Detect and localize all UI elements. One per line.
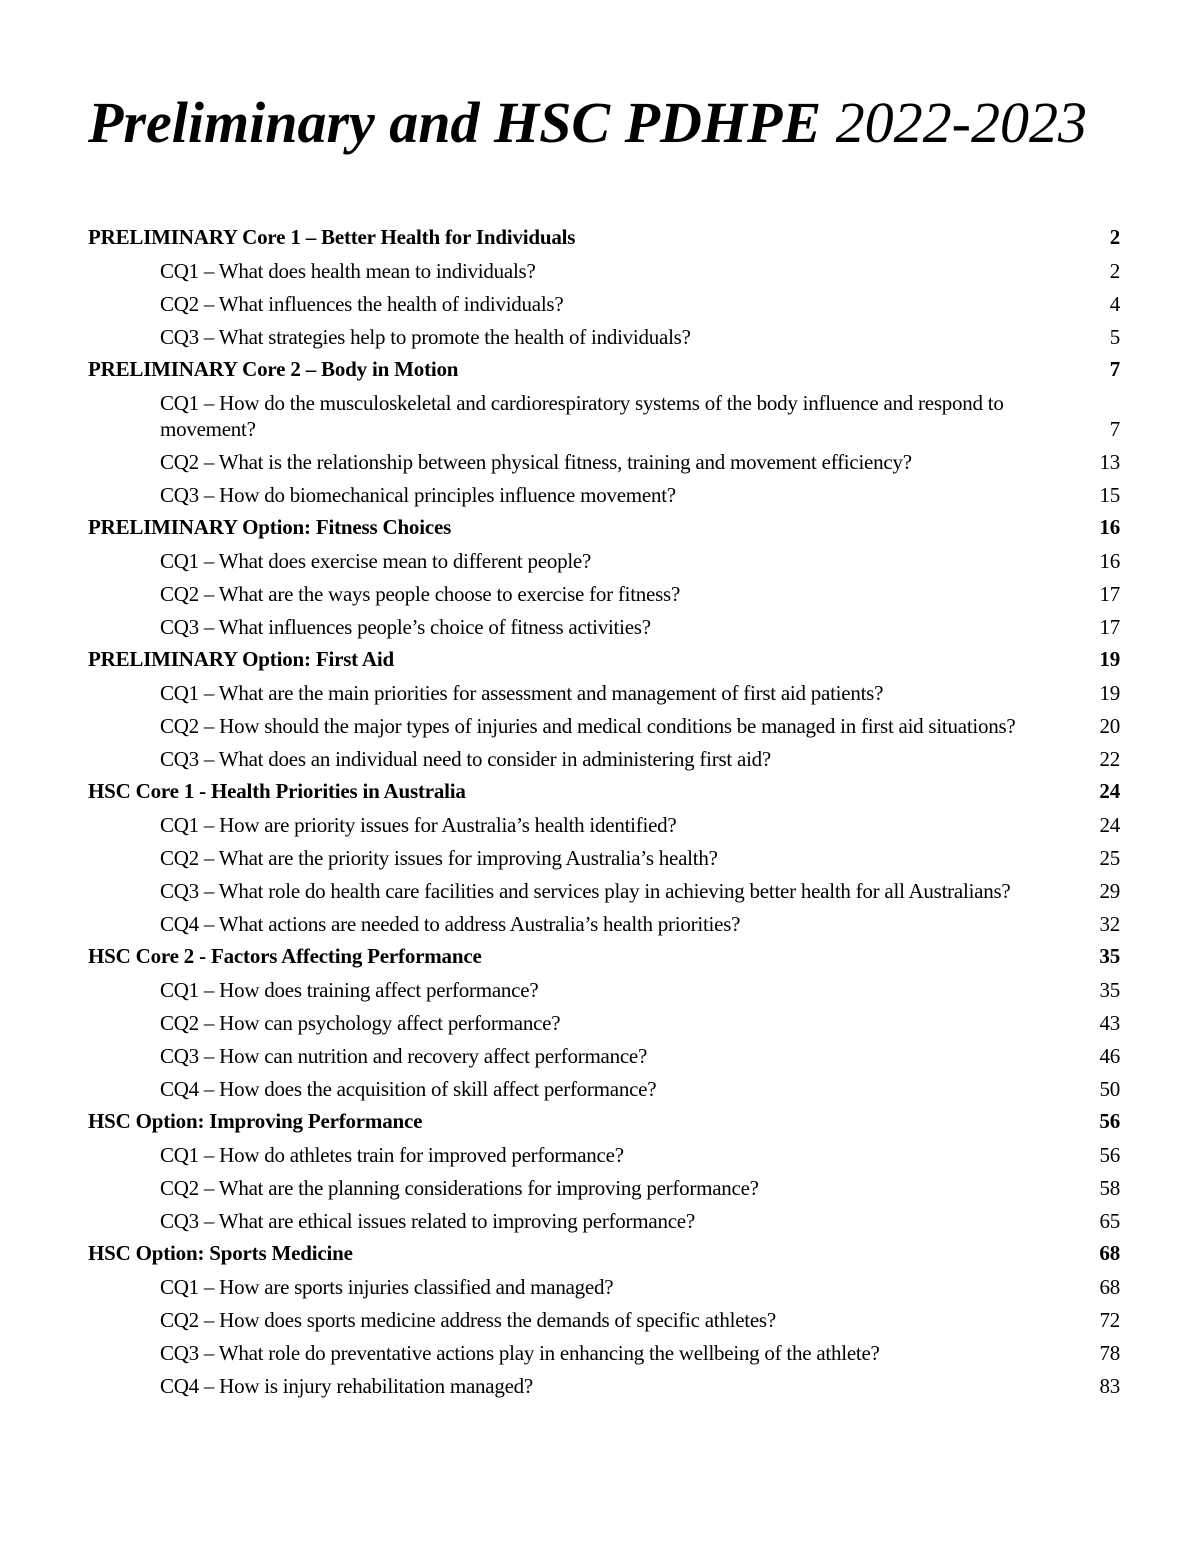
toc-section-title: HSC Core 2 - Factors Affecting Performance (88, 944, 482, 968)
toc-entry[interactable] (88, 907, 1120, 940)
toc-entry-page-number: 15 (1099, 482, 1120, 507)
title-year: 2022-2023 (835, 90, 1087, 155)
toc-entry-text: CQ2 – How does sports medicine address the demands of specific athletes? (160, 1307, 776, 1332)
toc-entry[interactable] (88, 1270, 1120, 1303)
toc-entry[interactable] (88, 1171, 1120, 1204)
toc-section-title: HSC Option: Improving Performance (88, 1109, 423, 1133)
toc-entry[interactable] (88, 320, 1120, 353)
toc-entry-text: CQ4 – How is injury rehabilitation managed? (160, 1373, 534, 1398)
toc-entry-page-number: 5 (1109, 324, 1120, 349)
toc-entry[interactable] (88, 1303, 1120, 1336)
toc-entry-page-number: 4 (1109, 291, 1120, 316)
toc-entry-page-number: 25 (1099, 845, 1120, 870)
toc-entry-page-number: 58 (1099, 1175, 1120, 1200)
toc-entry-text: CQ1 – How do athletes train for improved performance? (160, 1142, 624, 1167)
toc-section-heading[interactable] (88, 511, 1120, 544)
toc-section-page-number: 56 (1099, 1109, 1120, 1133)
toc-entry-text: CQ4 – How does the acquisition of skill affect performance? (160, 1076, 657, 1101)
toc-entry[interactable] (88, 386, 1120, 445)
toc-entry-text: CQ3 – What are ethical issues related to improving performance? (160, 1208, 695, 1233)
toc-section-page-number: 19 (1099, 647, 1120, 671)
toc-entry-text: CQ3 – How do biomechanical principles influence movement? (160, 482, 676, 507)
toc-entry[interactable] (88, 874, 1120, 907)
toc-entry[interactable] (88, 1138, 1120, 1171)
toc-section-heading[interactable] (88, 1237, 1120, 1270)
toc-section-title: PRELIMINARY Option: Fitness Choices (88, 515, 452, 539)
toc-entry-text: CQ3 – What role do preventative actions play in enhancing the wellbeing of the athlete? (160, 1340, 880, 1365)
toc-entry-text: CQ3 – How can nutrition and recovery affect performance? (160, 1043, 648, 1068)
toc-entry[interactable] (88, 1039, 1120, 1072)
toc-section-title: HSC Option: Sports Medicine (88, 1241, 353, 1265)
toc-entry-text: CQ2 – How can psychology affect performance? (160, 1010, 561, 1035)
toc-section-page-number: 2 (1109, 225, 1120, 249)
toc-entry-text: CQ2 – What influences the health of individuals? (160, 291, 564, 316)
toc-section-page-number: 16 (1099, 515, 1120, 539)
toc-entry-page-number: 24 (1099, 812, 1120, 837)
toc-entry-page-number: 46 (1099, 1043, 1120, 1068)
toc-entry-text: CQ1 – What does exercise mean to different people? (160, 548, 592, 573)
toc-section-heading[interactable] (88, 1105, 1120, 1138)
toc-entry-page-number: 22 (1099, 746, 1120, 771)
toc-entry[interactable] (88, 1006, 1120, 1039)
toc-entry-page-number: 2 (1109, 258, 1120, 283)
toc-entry[interactable] (88, 1369, 1120, 1402)
toc-entry-text: CQ4 – What actions are needed to address Australia’s health priorities? (160, 911, 741, 936)
toc-section-heading[interactable] (88, 940, 1120, 973)
toc-entry[interactable] (88, 287, 1120, 320)
toc-entry[interactable] (88, 254, 1120, 287)
toc-entry-page-number: 17 (1099, 581, 1120, 606)
toc-entry[interactable] (88, 478, 1120, 511)
toc-entry-text: CQ1 – How are sports injuries classified and managed? (160, 1274, 614, 1299)
toc-entry[interactable] (88, 445, 1120, 478)
toc-section-page-number: 68 (1099, 1241, 1120, 1265)
toc-entry-text: CQ1 – How are priority issues for Australia’s health identified? (160, 812, 677, 837)
toc-entry-page-number: 78 (1099, 1340, 1120, 1365)
toc-section-page-number: 24 (1099, 779, 1120, 803)
toc-entry[interactable] (88, 709, 1120, 742)
toc-entry-page-number: 72 (1099, 1307, 1120, 1332)
toc-entry-page-number: 19 (1099, 680, 1120, 705)
toc-entry-text: CQ3 – What influences people’s choice of fitness activities? (160, 614, 651, 639)
toc-entry-page-number: 32 (1099, 911, 1120, 936)
toc-entry-page-number: 65 (1099, 1208, 1120, 1233)
toc-entry-page-number: 68 (1099, 1274, 1120, 1299)
toc-entry-text: CQ3 – What does an individual need to consider in administering first aid? (160, 746, 771, 771)
toc-entry-text: CQ3 – What strategies help to promote the health of individuals? (160, 324, 691, 349)
toc-section-heading[interactable] (88, 221, 1120, 254)
toc-section-title: HSC Core 1 - Health Priorities in Australia (88, 779, 466, 803)
document-title (88, 88, 1087, 158)
title-main: Preliminary and HSC PDHPE (88, 90, 822, 155)
toc-section-title: PRELIMINARY Core 1 – Better Health for Individuals (88, 225, 576, 249)
toc-entry-text: CQ2 – What is the relationship between physical fitness, training and movement efficiency? (160, 449, 912, 474)
toc-entry-text: CQ2 – What are the priority issues for improving Australia’s health? (160, 845, 718, 870)
toc-entry[interactable] (88, 610, 1120, 643)
toc-entry-text: CQ1 – What does health mean to individuals? (160, 258, 536, 283)
toc-entry-page-number: 50 (1099, 1076, 1120, 1101)
toc-entry[interactable] (88, 676, 1120, 709)
toc-entry-page-number: 83 (1099, 1373, 1120, 1398)
toc-entry-page-number: 35 (1099, 977, 1120, 1002)
toc-section-heading[interactable] (88, 775, 1120, 808)
toc-section-page-number: 7 (1109, 357, 1120, 381)
toc-entry[interactable] (88, 973, 1120, 1006)
toc-entry-page-number: 17 (1099, 614, 1120, 639)
toc-section-title: PRELIMINARY Core 2 – Body in Motion (88, 357, 459, 381)
toc-entry[interactable] (88, 577, 1120, 610)
toc-entry[interactable] (88, 1204, 1120, 1237)
toc-entry-text: CQ2 – What are the planning considerations for improving performance? (160, 1175, 759, 1200)
toc-entry[interactable] (88, 808, 1120, 841)
toc-section-heading[interactable] (88, 643, 1120, 676)
toc-entry-page-number: 20 (1099, 713, 1120, 738)
toc-section-page-number: 35 (1099, 944, 1120, 968)
toc-entry-text: CQ2 – How should the major types of injuries and medical conditions be managed in first aid situations? (160, 713, 1016, 738)
toc-section-heading[interactable] (88, 353, 1120, 386)
toc-entry-text: CQ2 – What are the ways people choose to exercise for fitness? (160, 581, 681, 606)
toc-entry-page-number: 29 (1099, 878, 1120, 903)
toc-section-title: PRELIMINARY Option: First Aid (88, 647, 394, 671)
toc-entry-text: CQ1 – How do the musculoskeletal and cardiorespiratory systems of the body influence and respond to movement? (160, 390, 1004, 441)
toc-entry-page-number: 56 (1099, 1142, 1120, 1167)
toc-entry-text: CQ1 – What are the main priorities for assessment and management of first aid patients? (160, 680, 884, 705)
toc-entry[interactable] (88, 1336, 1120, 1369)
toc-entry[interactable] (88, 544, 1120, 577)
toc-entry-page-number: 13 (1099, 449, 1120, 474)
toc-entry-text: CQ1 – How does training affect performance? (160, 977, 539, 1002)
toc-entry-page-number: 7 (1109, 416, 1120, 441)
toc-entry[interactable] (88, 841, 1120, 874)
toc-entry[interactable] (88, 742, 1120, 775)
table-of-contents (88, 221, 1120, 1402)
toc-entry-page-number: 16 (1099, 548, 1120, 573)
toc-entry-page-number: 43 (1099, 1010, 1120, 1035)
toc-entry-text: CQ3 – What role do health care facilities and services play in achieving better health for all Australians? (160, 878, 1011, 903)
toc-entry[interactable] (88, 1072, 1120, 1105)
